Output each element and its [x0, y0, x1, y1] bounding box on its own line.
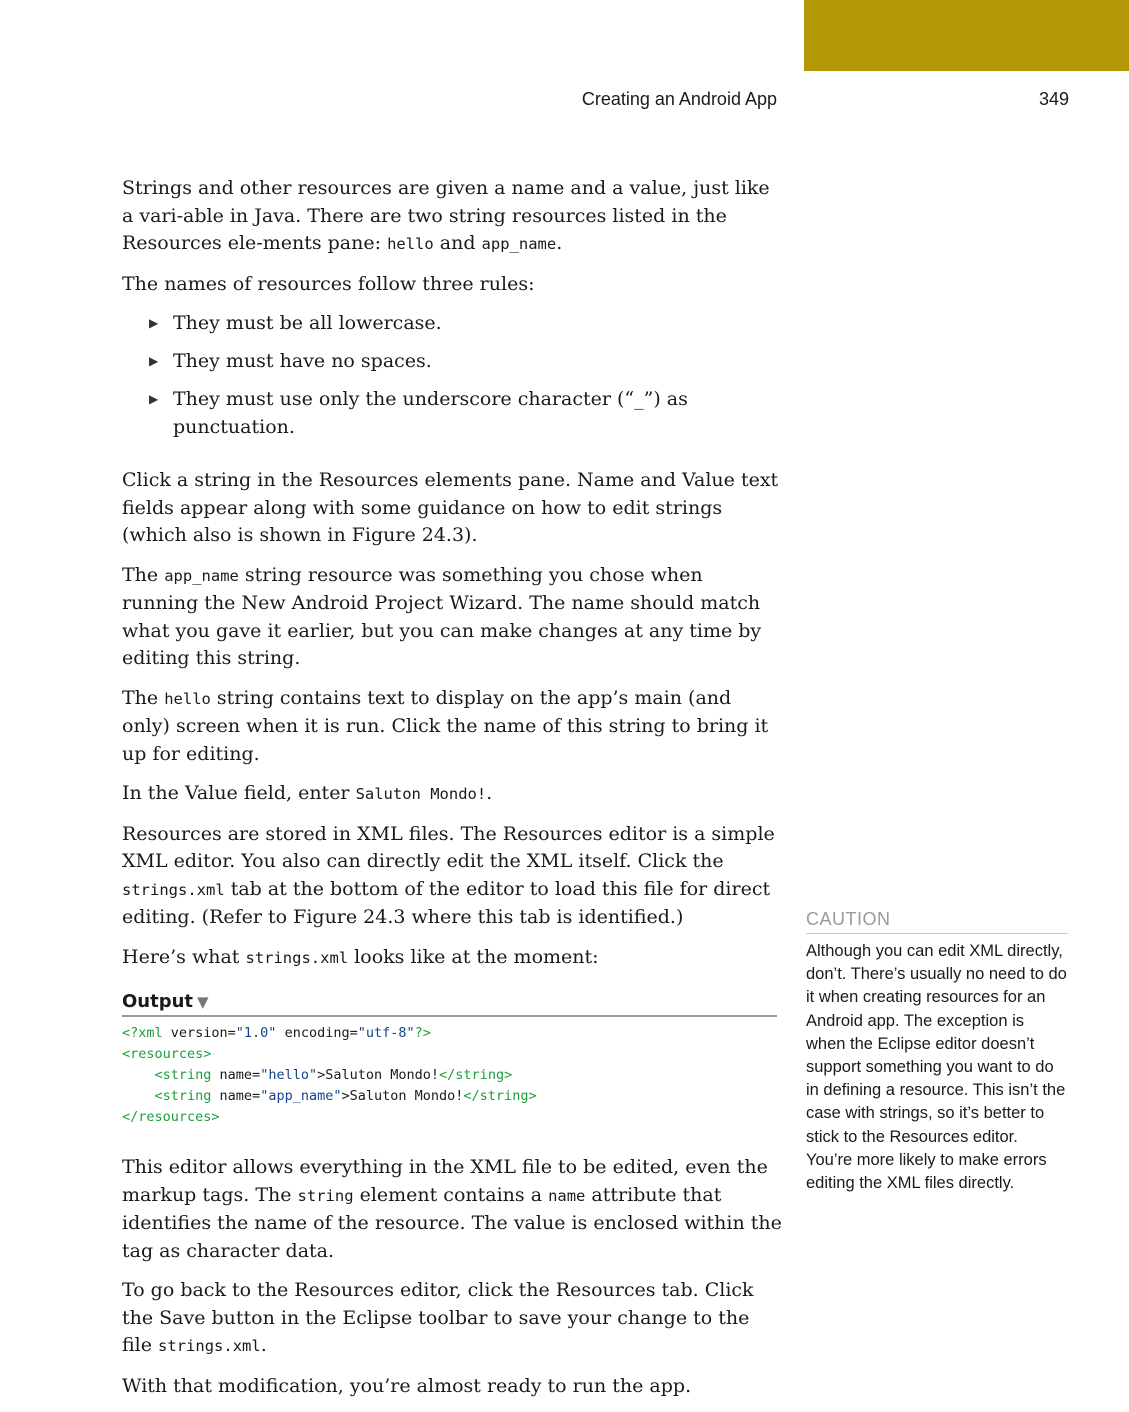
paragraph-save: To go back to the Resources editor, click the Resources tab. Click the Save button in the Eclipse toolbar to save your change to the file strings.xml.: [122, 1279, 754, 1356]
paragraph-click-string: Click a string in the Resources elements pane. Name and Value text fields appear along with some guidance on how to edit strings (which also is shown in Figure 24.3).: [122, 469, 779, 546]
paragraph-strings-xml: Here’s what strings.xml looks like at the moment:: [122, 945, 599, 968]
list-item: ▶ They must use only the underscore character (“_”) as punctuation.: [149, 388, 688, 438]
caution-body: Although you can edit XML directly, don’t. There’s usually no need to do it when creating resources for an Android app. The exception is when the Eclipse editor doesn’t support something you want to do in defining a resource. This isn’t the case with strings, so it’s better to stick to the Resources editor. You’re more likely to make errors editing the XML files directly.: [806, 942, 1067, 1193]
chapter-title: Creating an Android App: [581, 89, 777, 109]
code-app-name: app_name: [481, 235, 557, 253]
list-item: ▶ They must be all lowercase.: [122, 310, 782, 338]
paragraph-resources-intro: Strings and other resources are given a name and a value, just like a vari-able in Java. There are two string resources listed in the Resources ele-ments pane: hello and app_name.: [122, 177, 770, 254]
output-listing: [122, 991, 782, 1128]
rules-list: [122, 310, 782, 441]
paragraph-editor-markup: This editor allows everything in the XML file to be edited, even the markup tags. The string element contains a name attribute that identifies the name of the resource. The value is enclosed within the tag as character data.: [122, 1156, 782, 1262]
caution-title: CAUTION: [806, 909, 1068, 934]
code-block: <?xml version="1.0" encoding="utf-8"?> <resources> <string name="hello">Saluton Mondo!</string> <string name="app_name">Saluton Mondo!</string> </resources>: [122, 1025, 537, 1125]
triangle-bullet-icon: ▶: [149, 354, 159, 368]
chapter-tab-block: [804, 0, 1129, 71]
down-triangle-icon: ▼: [197, 993, 209, 1011]
paragraph-app-name: The app_name string resource was something you chose when running the New Android Project Wizard. The name should match what you gave it earlier, but you can make changes at any time by editing this string.: [122, 563, 762, 669]
paragraph-almost-ready: With that modification, you’re almost ready to run the app.: [122, 1374, 692, 1397]
running-head: [0, 89, 1129, 113]
list-item: ▶ They must have no spaces.: [122, 348, 782, 376]
triangle-bullet-icon: ▶: [149, 316, 159, 330]
code-hello: hello: [387, 235, 434, 253]
paragraph-hello: The hello string contains text to display on the app’s main (and only) screen when it is run. Click the name of this string to bring it up for editing.: [122, 686, 769, 765]
paragraph-rules-intro: The names of resources follow three rules:: [122, 272, 535, 295]
main-column: [122, 175, 782, 1412]
triangle-bullet-icon: ▶: [149, 392, 159, 406]
caution-sidebar: [806, 909, 1068, 1195]
output-heading: Output ▼: [122, 991, 777, 1017]
paragraph-xml-files: Resources are stored in XML files. The Resources editor is a simple XML editor. You also can directly edit the XML itself. Click the strings.xml tab at the bottom of the editor to load this file for direct editing. (Refer to Figure 24.3 where this tab is identified.): [122, 822, 775, 928]
paragraph-value-field: In the Value field, enter Saluton Mondo!.: [122, 782, 493, 804]
page-number: 349: [1039, 89, 1070, 109]
